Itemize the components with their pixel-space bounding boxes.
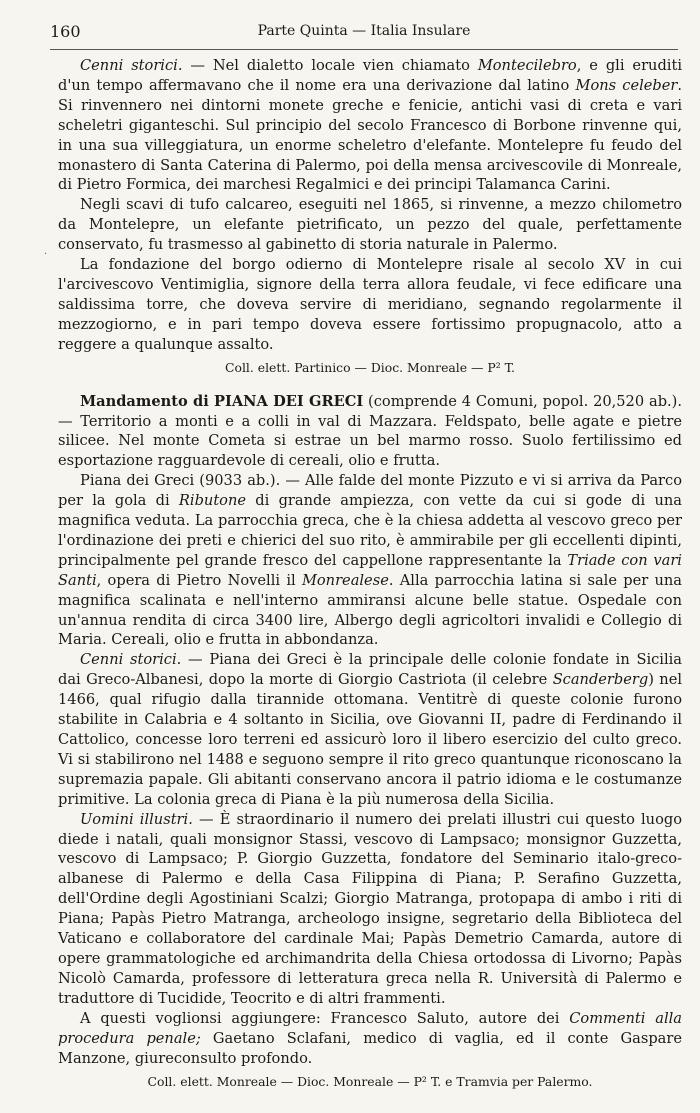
piana-town: Piana dei Greci (9033 ab.). — Alle falde del monte Pizzuto e vi si arriva da Parco per la gola di Ributone di grande ampiezza, con vette da cui si gode di una magnifica veduta. La parrocchia greca, che è la chiesa addetta al vescovo greco per l'ordinazione dei preti e chierici del suo rito, è ammirabile per gli eccellenti dipinti, principalmente pel grande fresco del cappellone rappresentante la Triade con vari Santi, opera di Pietro Novelli il Monrealese. Alla parrocchia latina si sale per una magnifica scalinata e nell'interno ammiransi alcune belle statue. Ospedale con un'annua rendita di circa 3400 lire, Albergo degli agricoltori invalidi e Collegio di Maria. Cereali, olio e frutta in abbondanza. [58, 472, 683, 649]
section-label: Cenni storici. [80, 651, 182, 669]
montelepre-collegio: Coll. elett. Partinico — Dioc. Monreale — P² T. [225, 359, 515, 375]
page-number: 160 [50, 22, 81, 41]
piana-cenni-storici: Cenni storici. — Piana dei Greci è la principale delle colonie fondate in Sicilia dai Greco-Albanesi, dopo la morte di Giorgio Castriota (il celebre Scanderberg) nel 1466, qual rifugio dalla tirannide ottomana. Ventitrè di queste colonie furono stabilite in Calabria e 4 soltanto in Sicilia, ove Giovanni II, padre di Ferdinando il Cattolico, concesse loro terreni ed assicurò loro il libero esercizio del culto greco. Vi si stabilirono nel 1488 e seguono sempre il rito greco quantunque riconoscano la supremazia papale. Gli abitanti conservano ancora il patrio idioma e le costumanze primitive. La colonia greca di Piana è la più numerosa della Sicilia. [58, 651, 683, 808]
header-rule [50, 49, 678, 50]
page-body [58, 56, 682, 1106]
page-header [50, 22, 678, 46]
piana-uomini-illustri: Uomini illustri. — È straordinario il numero dei prelati illustri cui questo luogo diede i natali, quali monsignor Stassi, vescovo di Lampsaco; monsignor Guzzetta, vescovo di Lampsaco; P. Giorgio Guzzetta, fondatore del Seminario italo-greco-albanese di Palermo e della Casa Filippina di Piana; P. Serafino Guzzetta, dell'Ordine degli Agostiniani Scalzi; Giorgio Matranga, protopapa di ambo i riti di Piana; Papàs Pietro Matranga, archeologo insigne, segretario della Biblioteca del Vaticano e collaboratore del cardinale Mai; Papàs Demetrio Camarda, autore di opere grammatologiche ed archimandrita della Chiesa ortodossa di Livorno; Papàs Nicolò Camarda, professore di letteratura greca nella R. Università di Palermo e traduttore di Tucidide, Teocrito e di altri frammenti. [58, 810, 682, 1007]
section-label: Cenni storici. [80, 57, 183, 74]
margin-mark: · [44, 249, 48, 260]
montelepre-fondazione: La fondazione del borgo odierno di Montelepre risale al secolo XV in cui l'arcivescovo Ventimiglia, signore della terra allora feudale, vi fece edificare una saldissima torre, che doveva servire di meridiano, segnando regolarmente il mezzogiorno, e in pari tempo doveva essere fortissimo propugnacolo, atto a reggere a qualunque assalto. [58, 256, 682, 353]
piana-aggiunte: A questi voglionsi aggiungere: Francesco Saluto, autore dei Commenti alla procedura penale; Gaetano Sclafani, medico di vaglia, ed il conte Gaspare Manzone, giureconsulto profondo. [58, 1009, 682, 1067]
piana-collegio: Coll. elett. Monreale — Dioc. Monreale — P² T. e Tramvia per Palermo. [147, 1074, 593, 1090]
section-label: Uomini illustri. [80, 810, 193, 828]
mandamento-piana: Mandamento di PIANA DEI GRECI (comprende 4 Comuni, popol. 20,520 ab.). — Territorio a monti e a colli in val di Mazzara. Feldspato, belle agate e pietre silicee. Nel monte Cometa si estrae un bel marmo rosso. Suolo fertilissimo ed esportazione ragguardevole di cereali, olio e frutta. [58, 392, 683, 470]
montelepre-cenni-storici: Cenni storici. — Nel dialetto locale vien chiamato Montecilebro, e gli eruditi d'un tempo affermavano che il nome era una derivazione dal latino Mons celeber. Si rinvennero nei dintorni monete greche e fenicie, antichi vasi di creta e vari scheletri giganteschi. Sul principio del secolo Francesco di Borbone rinvenne qui, in una sua villeggiatura, un enorme scheletro d'elefante. Montelepre fu feudo del monastero di Santa Caterina di Palermo, poi della mensa arcivescovile di Monreale, di Pietro Formica, dei marchesi Regalmici e dei principi Talamanca Carini. [58, 57, 683, 194]
montelepre-scavi: Negli scavi di tufo calcareo, eseguiti nel 1865, si rinvenne, a mezzo chilometro da Montelepre, un elefante pietrificato, un pezzo del quale, perfettamente conservato, fu trasmesso al gabinetto di storia naturale in Palermo. [58, 196, 682, 254]
running-title: Parte Quinta — Italia Insulare [257, 23, 471, 39]
mandamento-title: Mandamento di PIANA DEI GRECI [80, 392, 364, 410]
